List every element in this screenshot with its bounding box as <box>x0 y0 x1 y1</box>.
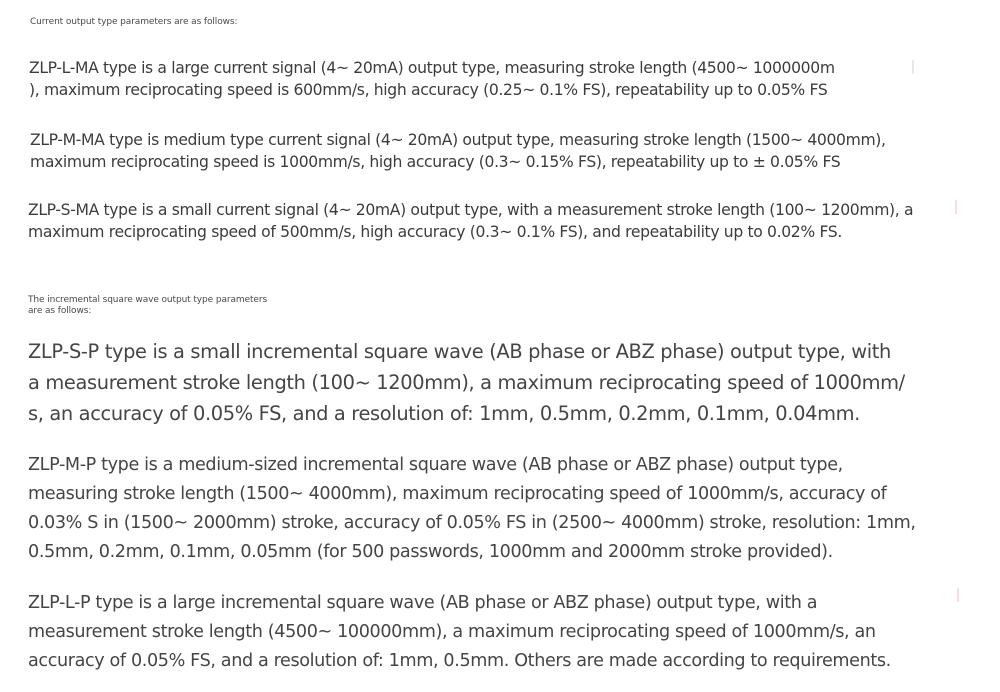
zlp-l-p-paragraph <box>28 589 891 676</box>
incremental-output-heading <box>28 295 267 317</box>
zlp-s-ma-line-2: maximum reciprocating speed of 500mm/s, high accuracy (0.3~ 0.1% FS), and repeatability up to 0.02% FS. <box>28 223 842 241</box>
zlp-l-p-line-2: measurement stroke length (4500~ 100000mm), a maximum reciprocating speed of 1000mm/s, an <box>28 622 876 642</box>
zlp-m-ma-line-1: ZLP-M-MA type is medium type current signal (4~ 20mA) output type, measuring stroke length (1500~ 4000mm), <box>30 131 886 149</box>
incremental-heading-line-1: The incremental square wave output type parameters <box>28 295 268 305</box>
zlp-m-p-line-1: ZLP-M-P type is a medium-sized incremental square wave (AB phase or ABZ phase) output type, <box>28 455 843 475</box>
incremental-heading-line-2: are as follows: <box>28 306 92 316</box>
zlp-m-p-line-3: 0.03% S in (1500~ 2000mm) stroke, accuracy of 0.05% FS in (2500~ 4000mm) stroke, resolution: 1mm, <box>28 513 916 533</box>
zlp-m-ma-paragraph <box>30 129 886 173</box>
zlp-m-p-line-2: measuring stroke length (1500~ 4000mm), maximum reciprocating speed of 1000mm/s, accuracy of <box>28 484 887 504</box>
zlp-s-ma-paragraph <box>28 199 913 243</box>
zlp-s-ma-line-1: ZLP-S-MA type is a small current signal (4~ 20mA) output type, with a measurement stroke length (100~ 1200mm), a <box>28 201 914 219</box>
zlp-l-ma-line-2: ), maximum reciprocating speed is 600mm/s, high accuracy (0.25~ 0.1% FS), repeatability up to 0.05% FS <box>29 81 828 99</box>
zlp-m-ma-line-2: maximum reciprocating speed is 1000mm/s, high accuracy (0.3~ 0.15% FS), repeatability up to ± 0.05% FS <box>30 153 841 171</box>
zlp-l-ma-paragraph <box>29 57 835 101</box>
current-output-heading: Current output type parameters are as follows: <box>30 17 238 27</box>
zlp-l-p-line-3: accuracy of 0.05% FS, and a resolution of: 1mm, 0.5mm. Others are made according to requirements. <box>28 651 891 671</box>
zlp-m-p-line-4: 0.5mm, 0.2mm, 0.1mm, 0.05mm (for 500 passwords, 1000mm and 2000mm stroke provided). <box>28 542 833 562</box>
zlp-s-p-line-3: s, an accuracy of 0.05% FS, and a resolution of: 1mm, 0.5mm, 0.2mm, 0.1mm, 0.04mm. <box>28 402 860 425</box>
edge-artifact <box>957 588 959 602</box>
zlp-l-p-line-1: ZLP-L-P type is a large incremental square wave (AB phase or ABZ phase) output type, with a <box>28 593 818 613</box>
zlp-m-p-paragraph <box>28 451 916 567</box>
edge-artifact <box>955 200 957 214</box>
zlp-s-p-line-1: ZLP-S-P type is a small incremental square wave (AB phase or ABZ phase) output type, with <box>28 340 891 363</box>
zlp-s-p-paragraph <box>28 336 905 429</box>
zlp-l-ma-line-1: ZLP-L-MA type is a large current signal (4~ 20mA) output type, measuring stroke length (4500~ 1000000m <box>29 59 835 77</box>
edge-artifact <box>912 60 914 74</box>
zlp-s-p-line-2: a measurement stroke length (100~ 1200mm), a maximum reciprocating speed of 1000mm/ <box>28 371 905 394</box>
